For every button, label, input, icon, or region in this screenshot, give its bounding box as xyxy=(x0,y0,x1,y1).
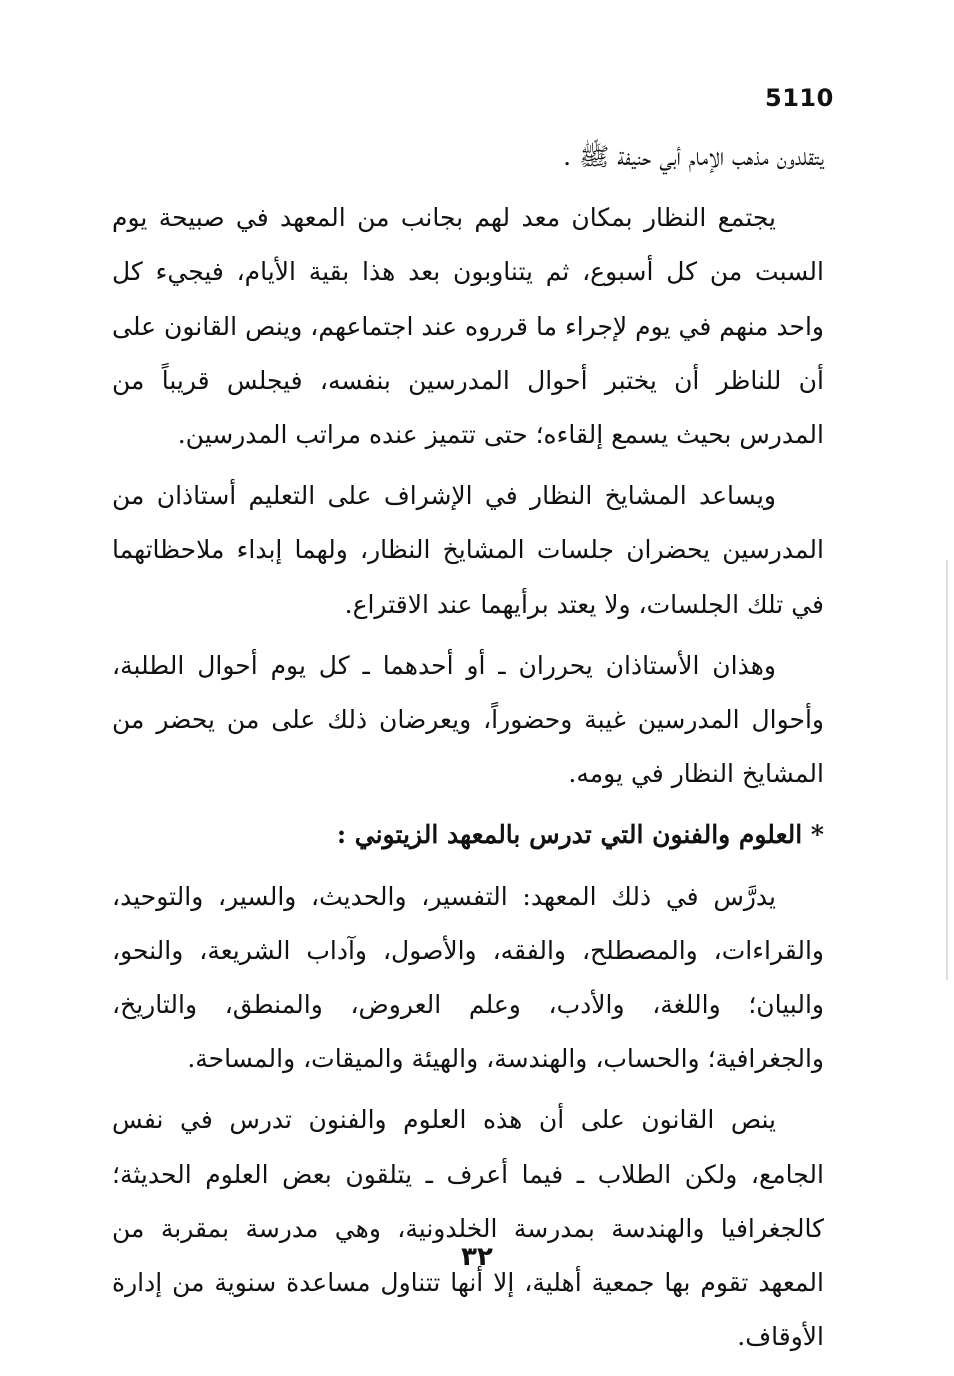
paragraph-2: يجتمع النظار بمكان معد لهم بجانب من المعهد في صبيحة يوم السبت من كل أسبوع، ثم يتناوبون بعد هذا بقية الأيام، فيجيء كل واحد منهم في يوم لإجراء ما قرروه عند اجتماعهم، وينص القانون على أن للناظر أن يختبر أحوال المدرسين بنفسه، فيجلس قريباً من المدرس بحيث يسمع إلقاءه؛ حتى تتميز عنده مراتب المدرسين. xyxy=(112,203,824,450)
page-body xyxy=(112,130,824,1371)
paragraph-1: يتقلدون مذهب الإمام أبي حنيفة ﷺ . xyxy=(563,142,824,171)
paragraph-6: ينص القانون على أن هذه العلوم والفنون تدرس في نفس الجامع، ولكن الطلاب ـ فيما أعرف ـ يتلقون بعض العلوم الحديثة؛ كالجغرافيا والهندسة بمدرسة الخلدونية، وهي مدرسة بمقربة من المعهد تقوم بها جمعية أهلية، إلا أنها تتناول مساعدة سنوية من إدارة الأوقاف. xyxy=(112,1105,824,1352)
paragraph-5: يدرَّس في ذلك المعهد: التفسير، والحديث، والسير، والتوحيد، والقراءات، والمصطلح، والفقه، والأصول، وآداب الشريعة، والنحو، والبيان؛ واللغة، والأدب، وعلم العروض، والمنطق، والتاريخ، والجغرافية؛ والحساب، والهندسة، والهيئة والميقات، والمساحة. xyxy=(112,881,824,1074)
scan-edge-mark xyxy=(946,560,948,980)
page-code: 5110 xyxy=(765,84,834,112)
section-heading: * العلوم والفنون التي تدرس بالمعهد الزيتوني : xyxy=(336,820,824,850)
paragraph-3: ويساعد المشايخ النظار في الإشراف على التعليم أستاذان من المدرسين يحضران جلسات المشايخ النظار، ولهما إبداء ملاحظاتهما في تلك الجلسات، ولا يعتد برأيهما عند الاقتراع. xyxy=(112,481,824,619)
page-number: ٣٢ xyxy=(461,1242,493,1272)
paragraph-4: وهذان الأستاذان يحرران ـ أو أحدهما ـ كل يوم أحوال الطلبة، وأحوال المدرسين غيبة وحضوراً، ويعرضان ذلك على من يحضر من المشايخ النظار في يومه. xyxy=(112,650,824,789)
